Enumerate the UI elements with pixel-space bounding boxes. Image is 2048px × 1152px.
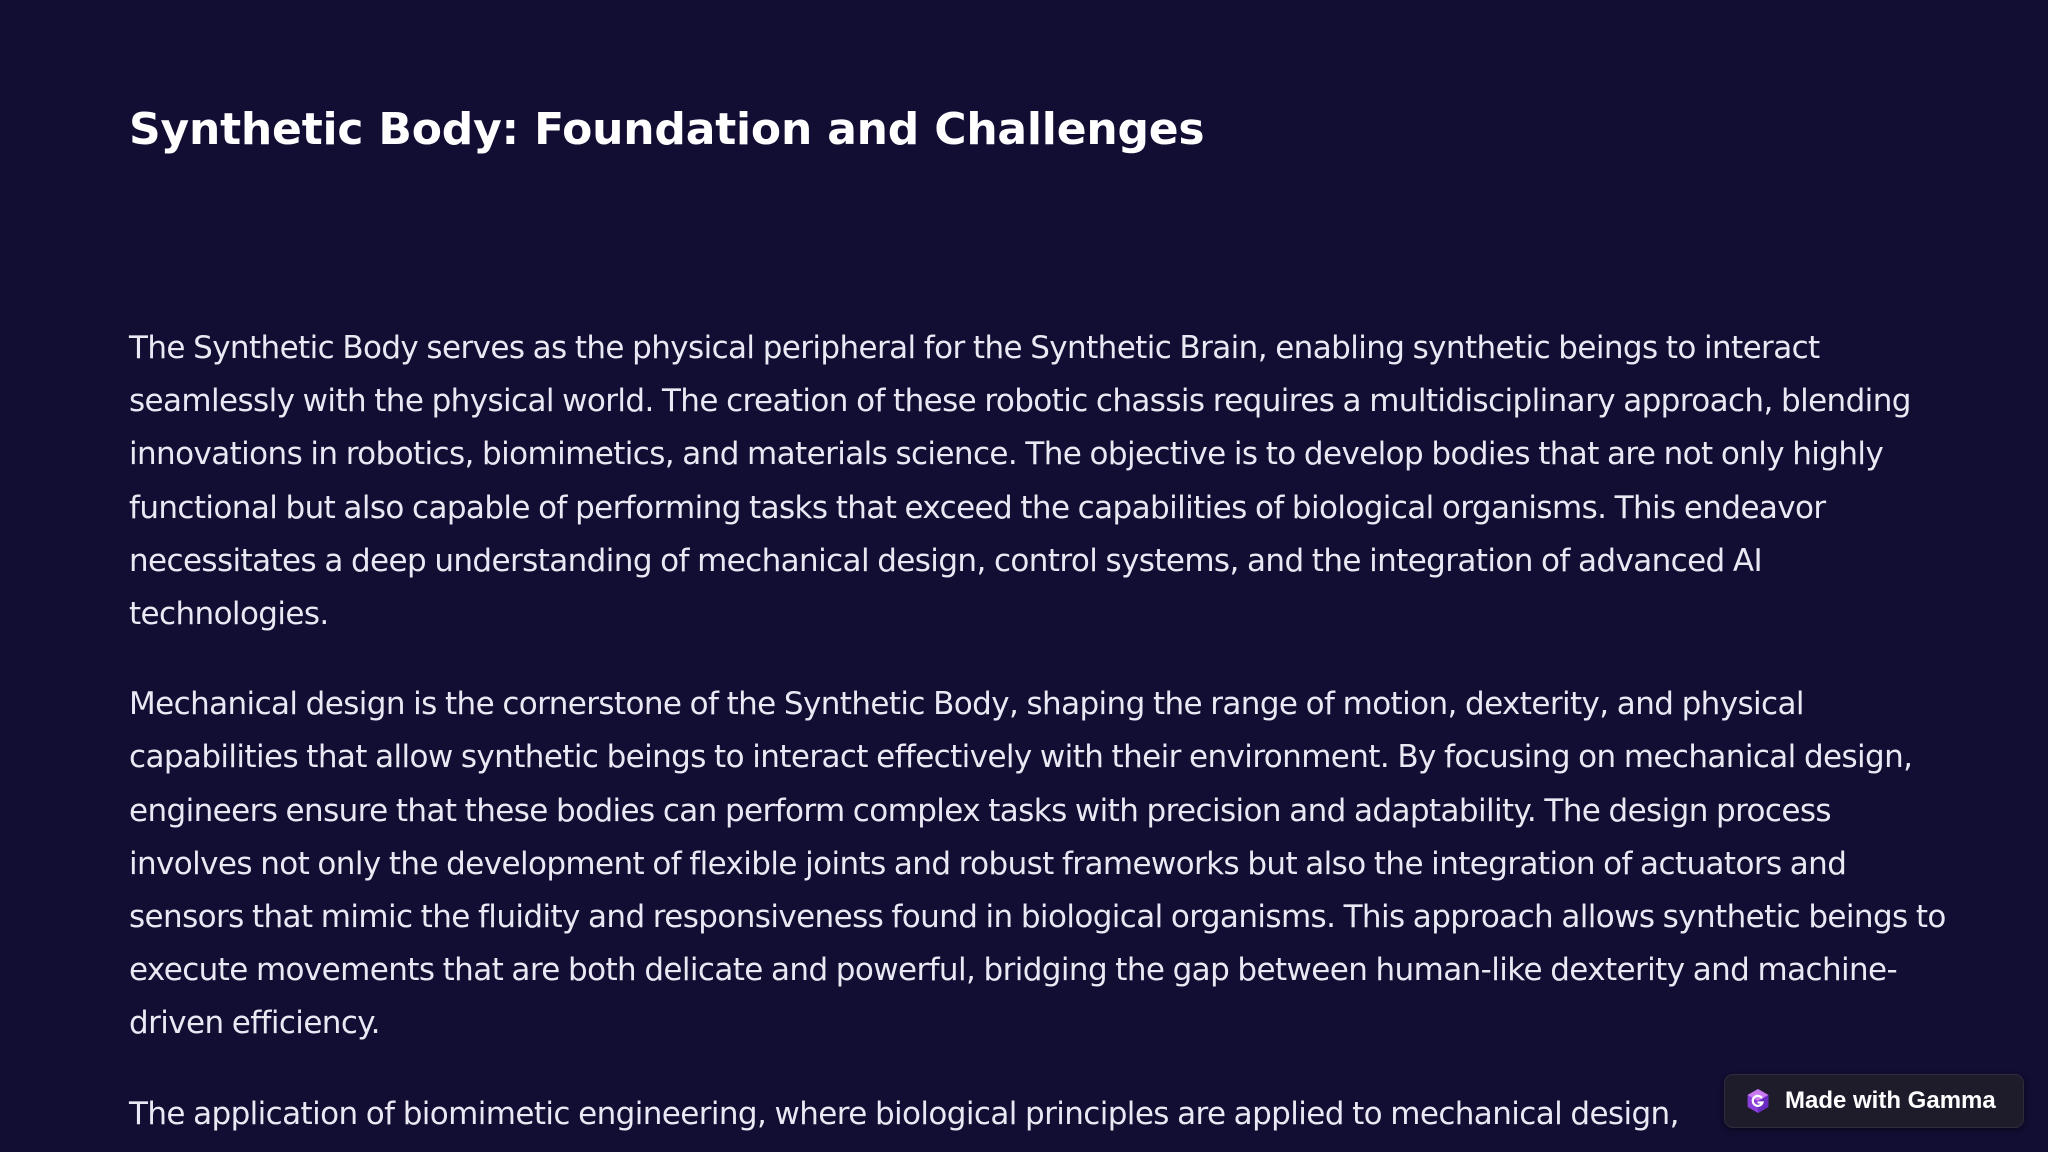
- made-with-gamma-badge[interactable]: [1724, 1074, 2024, 1128]
- badge-label: Made with Gamma: [1785, 1087, 1996, 1114]
- slide-title: Synthetic Body: Foundation and Challenges: [129, 104, 1205, 155]
- body-paragraph: The Synthetic Body serves as the physical peripheral for the Synthetic Brain, enabling synthetic beings to interact seamlessly with the physical world. The creation of these robotic chassis requires a multidisciplinary approach, blending innovations in robotics, biomimetics, and materials science. The objective is to develop bodies that are not only highly functional but also capable of performing tasks that exceed the capabilities of biological organisms. This endeavor necessitates a deep understanding of mechanical design, control systems, and the integration of advanced AI technologies.: [129, 330, 1911, 633]
- slide-body: [129, 322, 1959, 1152]
- body-paragraph: The application of biomimetic engineering, where biological principles are applied to mechanical design,: [129, 1095, 1679, 1132]
- gamma-logo-icon: [1745, 1088, 1771, 1114]
- body-paragraph: Mechanical design is the cornerstone of the Synthetic Body, shaping the range of motion, dexterity, and physical capabilities that allow synthetic beings to interact effectively with their environment. By focusing on mechanical design, engineers ensure that these bodies can perform complex tasks with precision and adaptability. The design process involves not only the development of flexible joints and robust frameworks but also the integration of actuators and sensors that mimic the fluidity and responsiveness found in biological organisms. This approach allows synthetic beings to execute movements that are both delicate and powerful, bridging the gap between human-like dexterity and machine-driven efficiency.: [129, 686, 1946, 1042]
